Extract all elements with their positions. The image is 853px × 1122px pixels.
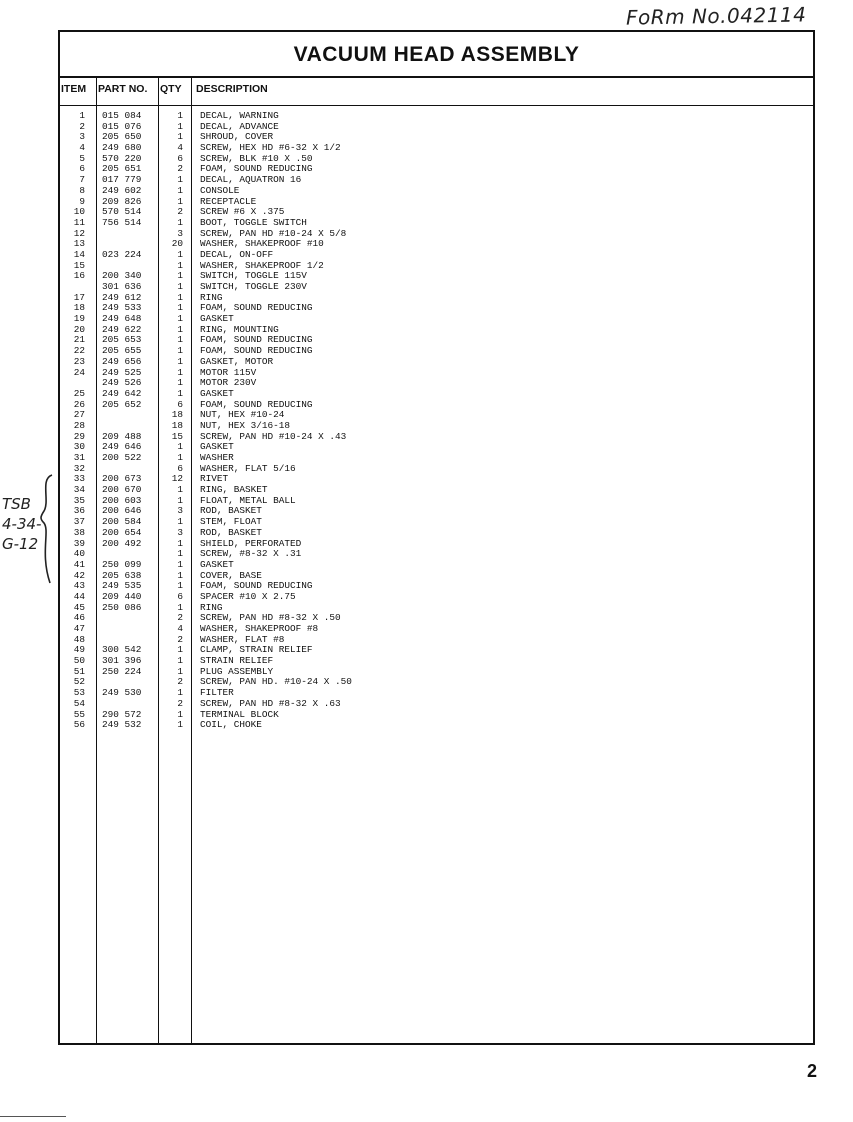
item-cell: 22 bbox=[73, 345, 85, 357]
annotation-line: TSB bbox=[2, 495, 31, 513]
description-cell: SHROUD, COVER bbox=[200, 131, 274, 143]
item-cell: 44 bbox=[73, 590, 85, 602]
table-row bbox=[60, 207, 813, 218]
form-number: FoRm No.042114 bbox=[625, 2, 807, 30]
table-row bbox=[60, 261, 813, 272]
part-number-cell: 209 826 bbox=[102, 195, 142, 207]
part-number-cell: 015 084 bbox=[102, 110, 142, 121]
table-row bbox=[60, 143, 813, 154]
table-row bbox=[60, 592, 813, 603]
table-row bbox=[60, 132, 813, 143]
description-cell: MOTOR 115V bbox=[200, 366, 257, 378]
description-cell: STRAIN RELIEF bbox=[200, 655, 274, 667]
description-cell: SWITCH, TOGGLE 230V bbox=[200, 281, 307, 292]
table-row bbox=[60, 197, 813, 208]
page-title: VACUUM HEAD ASSEMBLY bbox=[60, 32, 813, 78]
table-row bbox=[60, 164, 813, 175]
description-cell: FOAM, SOUND REDUCING bbox=[200, 163, 313, 175]
qty-cell: 1 bbox=[177, 131, 183, 143]
item-cell: 35 bbox=[73, 494, 85, 506]
item-cell: 56 bbox=[73, 719, 85, 731]
qty-cell: 1 bbox=[177, 377, 183, 389]
table-row bbox=[60, 517, 813, 528]
table-row bbox=[60, 699, 813, 710]
description-cell: NUT, HEX 3/16-18 bbox=[200, 419, 291, 431]
item-cell: 2 bbox=[79, 120, 85, 132]
qty-cell: 1 bbox=[177, 537, 183, 549]
part-number-cell: 205 653 bbox=[102, 334, 142, 346]
description-cell: RECEPTACLE bbox=[200, 195, 257, 207]
table-row bbox=[60, 111, 813, 122]
table-row bbox=[60, 624, 813, 635]
description-cell: GASKET bbox=[200, 313, 234, 325]
item-cell: 15 bbox=[73, 259, 85, 271]
qty-cell: 1 bbox=[177, 174, 183, 186]
part-number-cell: 205 650 bbox=[102, 131, 142, 143]
description-cell: SCREW, BLK #10 X .50 bbox=[200, 152, 313, 164]
qty-cell: 1 bbox=[177, 345, 183, 357]
qty-cell: 1 bbox=[177, 452, 183, 463]
table-row bbox=[60, 485, 813, 496]
part-number-cell: 209 440 bbox=[102, 590, 142, 602]
table-row bbox=[60, 613, 813, 624]
qty-cell: 1 bbox=[177, 323, 183, 335]
table-row bbox=[60, 656, 813, 667]
qty-cell: 1 bbox=[177, 516, 183, 528]
item-cell: 36 bbox=[73, 505, 85, 517]
item-cell: 55 bbox=[73, 708, 85, 720]
part-number-cell: 200 654 bbox=[102, 526, 142, 538]
header-part-no: PART NO. bbox=[98, 83, 148, 95]
item-cell: 42 bbox=[73, 569, 85, 581]
item-cell: 21 bbox=[73, 334, 85, 346]
qty-cell: 4 bbox=[177, 623, 183, 634]
table-row bbox=[60, 677, 813, 688]
header-qty: QTY bbox=[160, 83, 182, 95]
qty-cell: 1 bbox=[177, 644, 183, 656]
qty-cell: 1 bbox=[177, 216, 183, 228]
part-number-cell: 250 224 bbox=[102, 665, 142, 677]
parts-list bbox=[60, 111, 813, 731]
item-cell: 51 bbox=[73, 665, 85, 677]
item-cell: 24 bbox=[73, 366, 85, 378]
description-cell: ROD, BASKET bbox=[200, 526, 262, 538]
item-cell: 32 bbox=[73, 462, 85, 474]
table-row bbox=[60, 271, 813, 282]
table-row bbox=[60, 635, 813, 646]
description-cell: COVER, BASE bbox=[200, 569, 262, 581]
description-cell: SCREW, PAN HD #8-32 X .63 bbox=[200, 697, 341, 709]
part-number-cell: 249 642 bbox=[102, 387, 142, 399]
item-cell: 27 bbox=[73, 409, 85, 421]
item-cell: 54 bbox=[73, 697, 85, 709]
description-cell: CLAMP, STRAIN RELIEF bbox=[200, 644, 313, 656]
part-number-cell: 200 646 bbox=[102, 505, 142, 517]
part-number-cell: 205 652 bbox=[102, 398, 142, 410]
part-number-cell: 290 572 bbox=[102, 708, 142, 720]
item-cell: 4 bbox=[79, 142, 85, 154]
item-cell: 7 bbox=[79, 174, 85, 186]
item-cell: 3 bbox=[79, 131, 85, 143]
qty-cell: 2 bbox=[177, 206, 183, 218]
part-number-cell: 249 526 bbox=[102, 377, 142, 389]
qty-cell: 3 bbox=[177, 227, 183, 239]
description-cell: RIVET bbox=[200, 473, 229, 485]
qty-cell: 1 bbox=[177, 248, 183, 260]
qty-cell: 1 bbox=[177, 387, 183, 399]
qty-cell: 18 bbox=[171, 409, 183, 421]
table-row bbox=[60, 688, 813, 699]
qty-cell: 1 bbox=[177, 270, 183, 282]
description-cell: WASHER, SHAKEPROOF 1/2 bbox=[200, 259, 324, 271]
qty-cell: 2 bbox=[177, 676, 183, 688]
description-cell: SWITCH, TOGGLE 115V bbox=[200, 270, 307, 282]
table-row bbox=[60, 325, 813, 336]
page-number: 2 bbox=[807, 1061, 818, 1081]
description-cell: RING bbox=[200, 601, 223, 613]
qty-cell: 1 bbox=[177, 366, 183, 378]
table-row bbox=[60, 314, 813, 325]
table-row bbox=[60, 175, 813, 186]
item-cell: 49 bbox=[73, 644, 85, 656]
part-number-cell: 249 612 bbox=[102, 291, 142, 303]
description-cell: FOAM, SOUND REDUCING bbox=[200, 398, 313, 410]
item-cell: 10 bbox=[73, 206, 85, 218]
table-row bbox=[60, 539, 813, 550]
description-cell: FOAM, SOUND REDUCING bbox=[200, 302, 313, 314]
description-cell: STEM, FLOAT bbox=[200, 516, 262, 528]
qty-cell: 12 bbox=[171, 473, 183, 485]
description-cell: GASKET bbox=[200, 387, 234, 399]
qty-cell: 3 bbox=[177, 505, 183, 517]
description-cell: SCREW, #8-32 X .31 bbox=[200, 548, 302, 560]
scan-mark bbox=[0, 1116, 66, 1117]
description-cell: DECAL, ADVANCE bbox=[200, 120, 279, 132]
part-number-cell: 300 542 bbox=[102, 644, 142, 656]
description-cell: PLUG ASSEMBLY bbox=[200, 665, 274, 677]
qty-cell: 1 bbox=[177, 708, 183, 720]
qty-cell: 1 bbox=[177, 291, 183, 303]
description-cell: FOAM, SOUND REDUCING bbox=[200, 580, 313, 592]
part-number-cell: 200 492 bbox=[102, 537, 142, 549]
part-number-cell: 249 530 bbox=[102, 687, 142, 699]
part-number-cell: 249 680 bbox=[102, 142, 142, 154]
part-number-cell: 209 488 bbox=[102, 430, 142, 442]
table-row bbox=[60, 549, 813, 560]
table-row bbox=[60, 506, 813, 517]
qty-cell: 1 bbox=[177, 687, 183, 699]
description-cell: SCREW, PAN HD. #10-24 X .50 bbox=[200, 676, 352, 688]
table-row bbox=[60, 250, 813, 261]
description-cell: GASKET, MOTOR bbox=[200, 355, 274, 367]
qty-cell: 1 bbox=[177, 580, 183, 592]
item-cell: 40 bbox=[73, 548, 85, 560]
table-row bbox=[60, 720, 813, 731]
description-cell: TERMINAL BLOCK bbox=[200, 708, 279, 720]
description-cell: COIL, CHOKE bbox=[200, 719, 262, 731]
description-cell: WASHER, FLAT #8 bbox=[200, 633, 285, 645]
table-row bbox=[60, 432, 813, 443]
item-cell: 17 bbox=[73, 291, 85, 303]
qty-cell: 6 bbox=[177, 152, 183, 164]
qty-cell: 4 bbox=[177, 142, 183, 154]
qty-cell: 1 bbox=[177, 313, 183, 325]
qty-cell: 1 bbox=[177, 484, 183, 496]
item-cell: 39 bbox=[73, 537, 85, 549]
table-row bbox=[60, 389, 813, 400]
item-cell: 31 bbox=[73, 452, 85, 463]
table-row bbox=[60, 571, 813, 582]
qty-cell: 2 bbox=[177, 612, 183, 624]
item-cell: 43 bbox=[73, 580, 85, 592]
qty-cell: 6 bbox=[177, 462, 183, 474]
description-cell: FLOAT, METAL BALL bbox=[200, 494, 296, 506]
part-number-cell: 301 396 bbox=[102, 655, 142, 667]
description-cell: FOAM, SOUND REDUCING bbox=[200, 334, 313, 346]
qty-cell: 1 bbox=[177, 548, 183, 560]
annotation-line: G-12 bbox=[2, 535, 39, 553]
item-cell: 52 bbox=[73, 676, 85, 688]
qty-cell: 1 bbox=[177, 719, 183, 731]
description-cell: SCREW, PAN HD #10-24 X .43 bbox=[200, 430, 347, 442]
qty-cell: 2 bbox=[177, 633, 183, 645]
description-cell: SCREW #6 X .375 bbox=[200, 206, 285, 218]
table-row bbox=[60, 239, 813, 250]
qty-cell: 1 bbox=[177, 601, 183, 613]
item-cell: 8 bbox=[79, 184, 85, 196]
table-row bbox=[60, 667, 813, 678]
description-cell: WASHER bbox=[200, 452, 234, 463]
part-number-cell: 756 514 bbox=[102, 216, 142, 228]
item-cell: 34 bbox=[73, 484, 85, 496]
description-cell: RING, MOUNTING bbox=[200, 323, 279, 335]
part-number-cell: 015 076 bbox=[102, 120, 142, 132]
qty-cell: 1 bbox=[177, 494, 183, 506]
part-number-cell: 200 522 bbox=[102, 452, 142, 463]
description-cell: ROD, BASKET bbox=[200, 505, 262, 517]
table-row bbox=[60, 603, 813, 614]
qty-cell: 1 bbox=[177, 281, 183, 292]
item-cell: 38 bbox=[73, 526, 85, 538]
part-number-cell: 249 648 bbox=[102, 313, 142, 325]
item-cell: 16 bbox=[73, 270, 85, 282]
item-cell: 18 bbox=[73, 302, 85, 314]
part-number-cell: 023 224 bbox=[102, 248, 142, 260]
qty-cell: 1 bbox=[177, 110, 183, 121]
item-cell: 1 bbox=[79, 110, 85, 121]
table-row bbox=[60, 710, 813, 721]
table-row bbox=[60, 293, 813, 304]
header-divider bbox=[60, 105, 813, 106]
description-cell: WASHER, SHAKEPROOF #8 bbox=[200, 623, 319, 634]
part-number-cell: 570 514 bbox=[102, 206, 142, 218]
qty-cell: 2 bbox=[177, 697, 183, 709]
part-number-cell: 249 656 bbox=[102, 355, 142, 367]
table-row bbox=[60, 560, 813, 571]
qty-cell: 1 bbox=[177, 355, 183, 367]
part-number-cell: 205 655 bbox=[102, 345, 142, 357]
item-cell: 20 bbox=[73, 323, 85, 335]
part-number-cell: 249 602 bbox=[102, 184, 142, 196]
item-cell: 12 bbox=[73, 227, 85, 239]
table-row bbox=[60, 186, 813, 197]
item-cell: 50 bbox=[73, 655, 85, 667]
qty-cell: 1 bbox=[177, 184, 183, 196]
qty-cell: 6 bbox=[177, 398, 183, 410]
qty-cell: 6 bbox=[177, 590, 183, 602]
item-cell: 6 bbox=[79, 163, 85, 175]
table-row bbox=[60, 335, 813, 346]
table-row bbox=[60, 154, 813, 165]
description-cell: RING, BASKET bbox=[200, 484, 268, 496]
table-row bbox=[60, 368, 813, 379]
part-number-cell: 249 532 bbox=[102, 719, 142, 731]
description-cell: SPACER #10 X 2.75 bbox=[200, 590, 296, 602]
part-number-cell: 250 099 bbox=[102, 558, 142, 570]
item-cell: 47 bbox=[73, 623, 85, 634]
item-cell: 28 bbox=[73, 419, 85, 431]
description-cell: MOTOR 230V bbox=[200, 377, 257, 389]
part-number-cell: 249 535 bbox=[102, 580, 142, 592]
description-cell: GASKET bbox=[200, 558, 234, 570]
description-cell: RING bbox=[200, 291, 223, 303]
description-cell: DECAL, ON-OFF bbox=[200, 248, 274, 260]
item-cell: 37 bbox=[73, 516, 85, 528]
qty-cell: 1 bbox=[177, 558, 183, 570]
qty-cell: 15 bbox=[171, 430, 183, 442]
handwritten-annotation bbox=[2, 494, 41, 554]
parts-table bbox=[58, 30, 815, 1045]
table-row bbox=[60, 645, 813, 656]
item-cell: 30 bbox=[73, 441, 85, 453]
part-number-cell: 250 086 bbox=[102, 601, 142, 613]
table-row bbox=[60, 346, 813, 357]
part-number-cell: 200 603 bbox=[102, 494, 142, 506]
description-cell: GASKET bbox=[200, 441, 234, 453]
qty-cell: 1 bbox=[177, 195, 183, 207]
part-number-cell: 570 220 bbox=[102, 152, 142, 164]
annotation-line: 4-34- bbox=[2, 515, 42, 533]
item-cell: 26 bbox=[73, 398, 85, 410]
item-cell: 46 bbox=[73, 612, 85, 624]
item-cell: 45 bbox=[73, 601, 85, 613]
description-cell: WASHER, FLAT 5/16 bbox=[200, 462, 296, 474]
description-cell: CONSOLE bbox=[200, 184, 240, 196]
part-number-cell: 017 779 bbox=[102, 174, 142, 186]
table-row bbox=[60, 528, 813, 539]
part-number-cell: 200 340 bbox=[102, 270, 142, 282]
item-cell: 11 bbox=[73, 216, 85, 228]
description-cell: DECAL, AQUATRON 16 bbox=[200, 174, 302, 186]
qty-cell: 2 bbox=[177, 163, 183, 175]
item-cell: 19 bbox=[73, 313, 85, 325]
part-number-cell: 249 622 bbox=[102, 323, 142, 335]
qty-cell: 1 bbox=[177, 120, 183, 132]
item-cell: 41 bbox=[73, 558, 85, 570]
table-row bbox=[60, 581, 813, 592]
table-row bbox=[60, 453, 813, 464]
description-cell: SCREW, PAN HD #8-32 X .50 bbox=[200, 612, 341, 624]
table-row bbox=[60, 474, 813, 485]
part-number-cell: 200 670 bbox=[102, 484, 142, 496]
part-number-cell: 200 673 bbox=[102, 473, 142, 485]
header-item: ITEM bbox=[61, 83, 87, 95]
table-row bbox=[60, 496, 813, 507]
qty-cell: 18 bbox=[171, 419, 183, 431]
qty-cell: 1 bbox=[177, 665, 183, 677]
item-cell: 13 bbox=[73, 238, 85, 250]
qty-cell: 1 bbox=[177, 441, 183, 453]
qty-cell: 3 bbox=[177, 526, 183, 538]
description-cell: BOOT, TOGGLE SWITCH bbox=[200, 216, 307, 228]
item-cell: 53 bbox=[73, 687, 85, 699]
item-cell: 48 bbox=[73, 633, 85, 645]
qty-cell: 1 bbox=[177, 655, 183, 667]
qty-cell: 20 bbox=[171, 238, 183, 250]
table-row bbox=[60, 122, 813, 133]
item-cell: 23 bbox=[73, 355, 85, 367]
item-cell: 29 bbox=[73, 430, 85, 442]
part-number-cell: 205 638 bbox=[102, 569, 142, 581]
table-row bbox=[60, 303, 813, 314]
item-cell: 5 bbox=[79, 152, 85, 164]
table-row bbox=[60, 378, 813, 389]
item-cell: 25 bbox=[73, 387, 85, 399]
qty-cell: 1 bbox=[177, 569, 183, 581]
description-cell: DECAL, WARNING bbox=[200, 110, 279, 121]
header-description: DESCRIPTION bbox=[196, 83, 268, 95]
description-cell: FILTER bbox=[200, 687, 234, 699]
item-cell: 33 bbox=[73, 473, 85, 485]
item-cell: 14 bbox=[73, 248, 85, 260]
table-row bbox=[60, 282, 813, 293]
part-number-cell: 249 533 bbox=[102, 302, 142, 314]
item-cell: 9 bbox=[79, 195, 85, 207]
table-row bbox=[60, 442, 813, 453]
description-cell: SCREW, PAN HD #10-24 X 5/8 bbox=[200, 227, 347, 239]
part-number-cell: 301 636 bbox=[102, 281, 142, 292]
table-row bbox=[60, 357, 813, 368]
part-number-cell: 200 584 bbox=[102, 516, 142, 528]
table-row bbox=[60, 218, 813, 229]
qty-cell: 1 bbox=[177, 302, 183, 314]
part-number-cell: 205 651 bbox=[102, 163, 142, 175]
part-number-cell: 249 525 bbox=[102, 366, 142, 378]
description-cell: SHIELD, PERFORATED bbox=[200, 537, 302, 549]
qty-cell: 1 bbox=[177, 259, 183, 271]
description-cell: NUT, HEX #10-24 bbox=[200, 409, 285, 421]
part-number-cell: 249 646 bbox=[102, 441, 142, 453]
qty-cell: 1 bbox=[177, 334, 183, 346]
description-cell: FOAM, SOUND REDUCING bbox=[200, 345, 313, 357]
description-cell: WASHER, SHAKEPROOF #10 bbox=[200, 238, 324, 250]
description-cell: SCREW, HEX HD #6-32 X 1/2 bbox=[200, 142, 341, 154]
